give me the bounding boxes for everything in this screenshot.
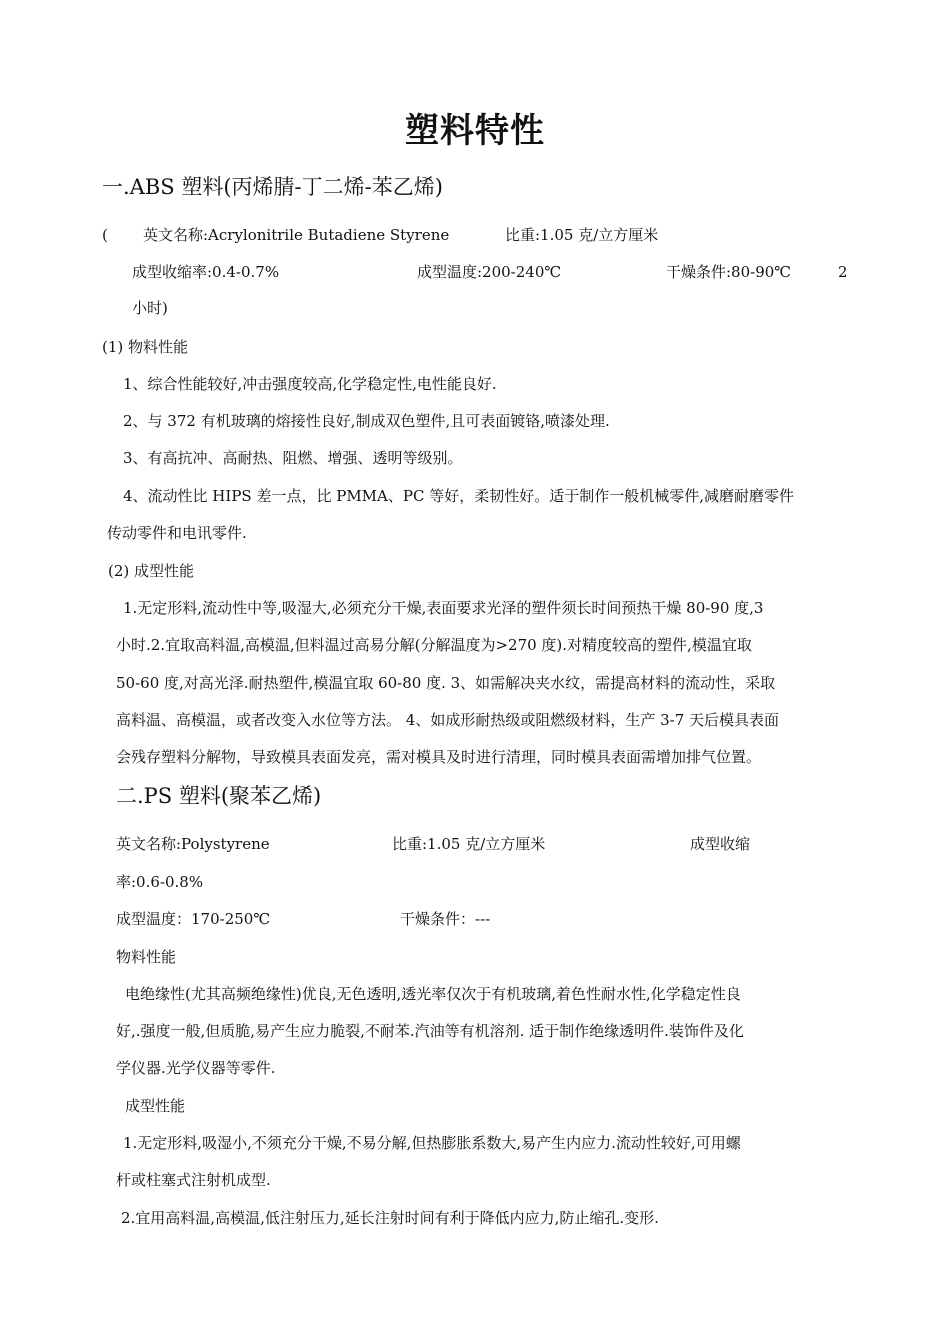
- ps-material-line: 好,.强度一般,但质脆,易产生应力脆裂,不耐苯.汽油等有机溶剂. 适于制作绝缘透明件.装饰件及化: [116, 1022, 744, 1040]
- ps-molding-heading: 成型性能: [125, 1097, 186, 1115]
- abs-heading: 一.ABS 塑料(丙烯腈-丁二烯-苯乙烯): [102, 175, 443, 199]
- ps-density: 比重:1.05 克/立方厘米: [392, 835, 546, 853]
- abs-material-line: 1、综合性能较好,冲击强度较高,化学稳定性,电性能良好.: [123, 375, 497, 393]
- ps-material-heading: 物料性能: [116, 948, 177, 966]
- ps-shrinkage-a: 成型收缩: [690, 835, 751, 853]
- abs-molding-heading: (2) 成型性能: [108, 562, 195, 580]
- abs-molding-temp: 成型温度:200-240℃: [417, 263, 562, 281]
- abs-material-line: 2、与 372 有机玻璃的熔接性良好,制成双色塑件,且可表面镀铬,喷漆处理.: [123, 412, 610, 430]
- ps-drying: 干燥条件：---: [400, 910, 491, 928]
- abs-material-heading: (1) 物料性能: [102, 338, 189, 356]
- ps-molding-line: 1.无定形料,吸湿小,不须充分干燥,不易分解,但热膨胀系数大,易产生内应力.流动性较好,可用螺: [123, 1134, 741, 1152]
- abs-molding-line: 50-60 度,对高光泽.耐热塑件,模温宜取 60-80 度. 3、如需解决夹水纹，需提高材料的流动性，采取: [116, 674, 776, 692]
- abs-material-line: 3、有高抗冲、高耐热、阻燃、增强、透明等级别。: [123, 449, 463, 467]
- abs-drying-num: 2: [838, 263, 848, 281]
- ps-material-line: 电绝缘性(尤其高频绝缘性)优良,无色透明,透光率仅次于有机玻璃,着色性耐水性,化学稳定性良: [125, 985, 741, 1003]
- ps-shrinkage-b: 率:0.6-0.8%: [116, 873, 204, 891]
- abs-molding-line: 高料温、高模温，或者改变入水位等方法。 4、如成形耐热级或阻燃级材料，生产 3-7 天后模具表面: [116, 711, 780, 729]
- abs-material-line: 4、流动性比 HIPS 差一点，比 PMMA、PC 等好，柔韧性好。适于制作一般机械零件,减磨耐磨零件: [123, 487, 794, 505]
- ps-english-name: 英文名称:Polystyrene: [116, 835, 270, 853]
- abs-density: 比重:1.05 克/立方厘米: [505, 226, 659, 244]
- ps-molding-temp: 成型温度：170-250℃: [116, 910, 271, 928]
- abs-shrinkage: 成型收缩率:0.4-0.7%: [132, 263, 280, 281]
- ps-material-line: 学仪器.光学仪器等零件.: [116, 1059, 276, 1077]
- abs-drying-cont: 小时): [132, 299, 168, 317]
- abs-english-name: 英文名称:Acrylonitrile Butadiene Styrene: [143, 226, 450, 244]
- ps-molding-line: 2.宜用高料温,高模温,低注射压力,延长注射时间有利于降低内应力,防止缩孔.变形.: [121, 1209, 659, 1227]
- abs-material-line: 传动零件和电讯零件.: [107, 524, 247, 542]
- ps-heading: 二.PS 塑料(聚苯乙烯): [116, 784, 322, 808]
- abs-molding-line: 小时.2.宜取高料温,高模温,但料温过高易分解(分解温度为>270 度).对精度较高的塑件,模温宜取: [116, 636, 752, 654]
- abs-molding-line: 1.无定形料,流动性中等,吸湿大,必须充分干燥,表面要求光泽的塑件须长时间预热干燥 80-90 度,3: [123, 599, 764, 617]
- page-title: 塑料特性: [405, 111, 545, 151]
- abs-drying: 干燥条件:80-90℃: [666, 263, 792, 281]
- abs-molding-line: 会残存塑料分解物，导致模具表面发亮，需对模具及时进行清理，同时模具表面需增加排气位置。: [116, 748, 762, 766]
- ps-molding-line: 杆或柱塞式注射机成型.: [116, 1171, 271, 1189]
- abs-paren-open: (: [102, 226, 108, 244]
